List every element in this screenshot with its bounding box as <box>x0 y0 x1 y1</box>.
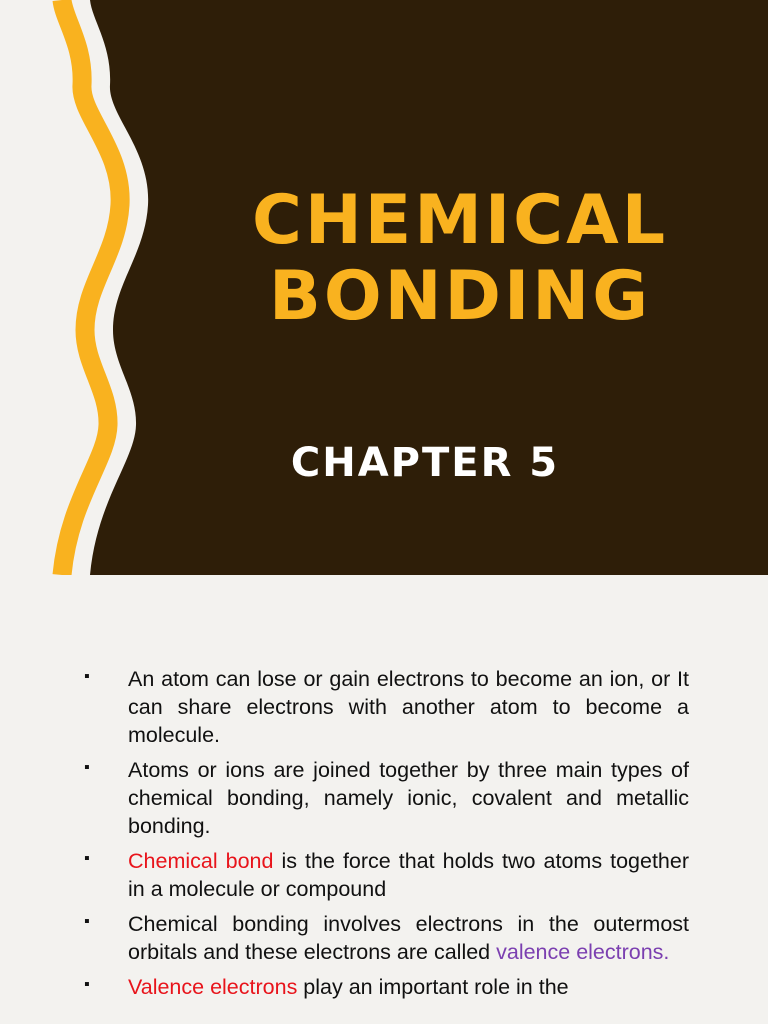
title-line-2: BONDING <box>268 257 652 336</box>
bullet-marker-icon: ▪ <box>84 976 90 993</box>
bullet-list <box>0 665 768 1008</box>
bullet-text <box>128 665 689 749</box>
chapter-label: CHAPTER 5 <box>290 440 560 486</box>
bullet-text <box>128 973 689 1001</box>
bullet-text-segment: Chemical bonding involves electrons in the outermost orbitals and these electrons are called <box>128 912 689 964</box>
bullet-text <box>128 847 689 903</box>
bullet-marker-icon: ▪ <box>84 759 90 776</box>
slide-title <box>160 183 760 335</box>
bullet-text-segment: An atom can lose or gain electrons to become an ion, or It can share electrons with another atom to become a molecule. <box>128 667 689 747</box>
highlighted-term-red: Valence electrons <box>128 975 298 999</box>
content-slide <box>0 575 768 1024</box>
bullet-marker-icon: ▪ <box>84 850 90 867</box>
bullet-item <box>0 910 768 966</box>
bullet-item <box>0 756 768 840</box>
bullet-text-segment: play an important role in the <box>297 975 569 999</box>
bullet-text <box>128 910 689 966</box>
highlighted-term-purple: valence electrons. <box>496 940 670 964</box>
highlighted-term-red: Chemical bond <box>128 849 274 873</box>
bullet-marker-icon: ▪ <box>84 668 90 685</box>
bullet-item <box>0 973 768 1001</box>
bullet-marker-icon: ▪ <box>84 913 90 930</box>
title-line-1: CHEMICAL <box>251 181 669 260</box>
bullet-item <box>0 665 768 749</box>
bullet-text-segment: is the force that holds two atoms together in a molecule or compound <box>128 849 689 901</box>
bullet-item <box>0 847 768 903</box>
bullet-text-segment: Atoms or ions are joined together by three main types of chemical bonding, namely ionic, covalent and metallic bonding. <box>128 758 689 838</box>
bullet-text <box>128 756 689 840</box>
